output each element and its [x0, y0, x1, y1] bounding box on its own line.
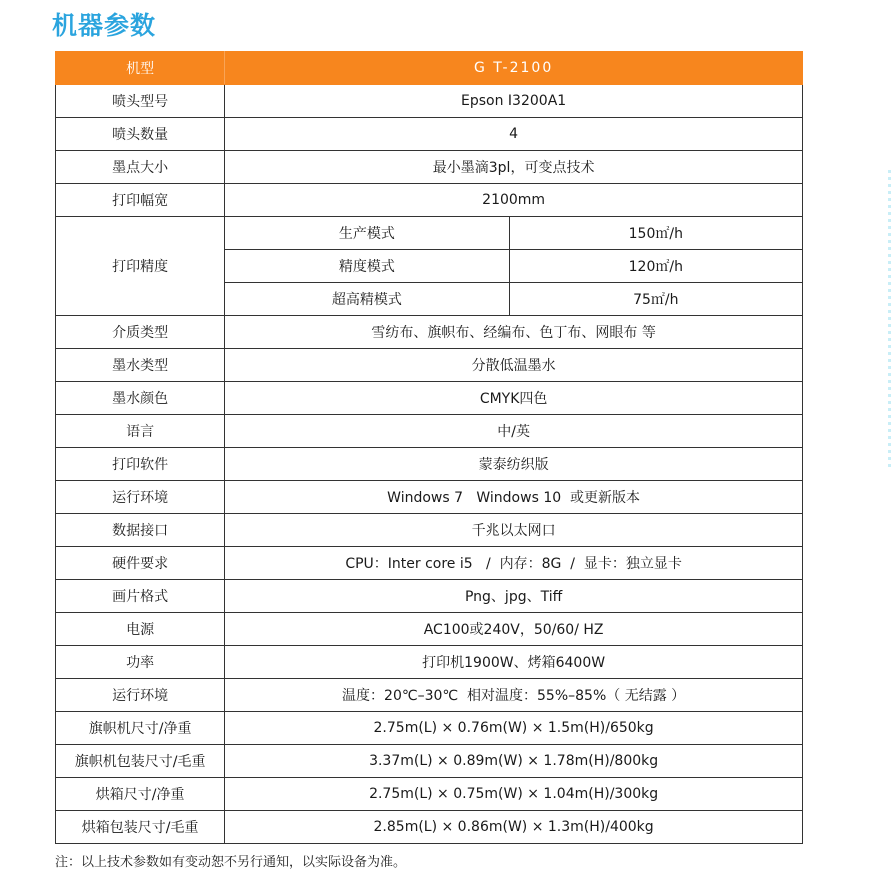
header-value-cell: G T-2100	[225, 52, 803, 85]
row-label: 烘箱尺寸/净重	[56, 778, 225, 811]
table-row	[56, 448, 803, 481]
table-row	[56, 811, 803, 844]
row-value: Png、jpg、Tiff	[225, 580, 803, 613]
table-row	[56, 514, 803, 547]
spec-table	[55, 51, 803, 844]
table-row	[56, 151, 803, 184]
table-row	[56, 679, 803, 712]
row-label: 喷头数量	[56, 118, 225, 151]
table-row	[56, 85, 803, 118]
row-label: 画片格式	[56, 580, 225, 613]
table-row	[56, 415, 803, 448]
row-value: 蒙泰纺织版	[225, 448, 803, 481]
row-value: 打印机1900W、烤箱6400W	[225, 646, 803, 679]
row-value: CMYK四色	[225, 382, 803, 415]
row-value: AC100或240V，50/60/ HZ	[225, 613, 803, 646]
row-label: 喷头型号	[56, 85, 225, 118]
row-label: 打印幅宽	[56, 184, 225, 217]
row-value: 2.75m(L) × 0.76m(W) × 1.5m(H)/650kg	[225, 712, 803, 745]
row-value: 最小墨滴3pl，可变点技术	[225, 151, 803, 184]
row-label: 介质类型	[56, 316, 225, 349]
table-row	[56, 349, 803, 382]
header-label-cell: 机型	[56, 52, 225, 85]
row-label: 墨点大小	[56, 151, 225, 184]
row-label: 语言	[56, 415, 225, 448]
table-row	[56, 712, 803, 745]
row-label: 墨水类型	[56, 349, 225, 382]
precision-speed: 150㎡/h	[509, 217, 802, 250]
row-label: 烘箱包装尺寸/毛重	[56, 811, 225, 844]
row-value: 千兆以太网口	[225, 514, 803, 547]
row-value: 4	[225, 118, 803, 151]
table-row	[56, 481, 803, 514]
table-row	[56, 778, 803, 811]
table-header-row	[56, 52, 803, 85]
page-title: 机器参数	[52, 11, 157, 40]
table-row	[56, 580, 803, 613]
precision-mode: 超高精模式	[225, 283, 509, 316]
row-value: 2.75m(L) × 0.75m(W) × 1.04m(H)/300kg	[225, 778, 803, 811]
row-label: 旗帜机尺寸/净重	[56, 712, 225, 745]
row-value: Epson I3200A1	[225, 85, 803, 118]
row-label: 运行环境	[56, 481, 225, 514]
precision-speed: 120㎡/h	[509, 250, 802, 283]
table-row	[56, 613, 803, 646]
decorative-dotted-line	[888, 170, 891, 470]
row-value: 2.85m(L) × 0.86m(W) × 1.3m(H)/400kg	[225, 811, 803, 844]
precision-speed: 75㎡/h	[509, 283, 802, 316]
row-value: Windows 7 Windows 10 或更新版本	[225, 481, 803, 514]
footnote: 注：以上技术参数如有变动恕不另行通知，以实际设备为准。	[55, 855, 407, 870]
row-value: 雪纺布、旗帜布、经编布、色丁布、网眼布 等	[225, 316, 803, 349]
precision-row	[56, 217, 803, 250]
row-value: 3.37m(L) × 0.89m(W) × 1.78m(H)/800kg	[225, 745, 803, 778]
table-row	[56, 382, 803, 415]
row-label: 数据接口	[56, 514, 225, 547]
row-label: 运行环境	[56, 679, 225, 712]
precision-mode: 生产模式	[225, 217, 509, 250]
table-row	[56, 316, 803, 349]
table-row	[56, 184, 803, 217]
row-value: 分散低温墨水	[225, 349, 803, 382]
row-label: 墨水颜色	[56, 382, 225, 415]
row-value: 中/英	[225, 415, 803, 448]
table-row	[56, 745, 803, 778]
precision-mode: 精度模式	[225, 250, 509, 283]
precision-label: 打印精度	[56, 217, 225, 316]
row-label: 电源	[56, 613, 225, 646]
row-value: CPU：Inter core i5 / 内存：8G / 显卡：独立显卡	[225, 547, 803, 580]
row-label: 打印软件	[56, 448, 225, 481]
row-value: 2100mm	[225, 184, 803, 217]
row-label: 硬件要求	[56, 547, 225, 580]
row-label: 功率	[56, 646, 225, 679]
table-row	[56, 118, 803, 151]
table-row	[56, 547, 803, 580]
row-value: 温度：20℃–30℃ 相对温度：55%–85%（ 无结露 ）	[225, 679, 803, 712]
table-row	[56, 646, 803, 679]
row-label: 旗帜机包装尺寸/毛重	[56, 745, 225, 778]
